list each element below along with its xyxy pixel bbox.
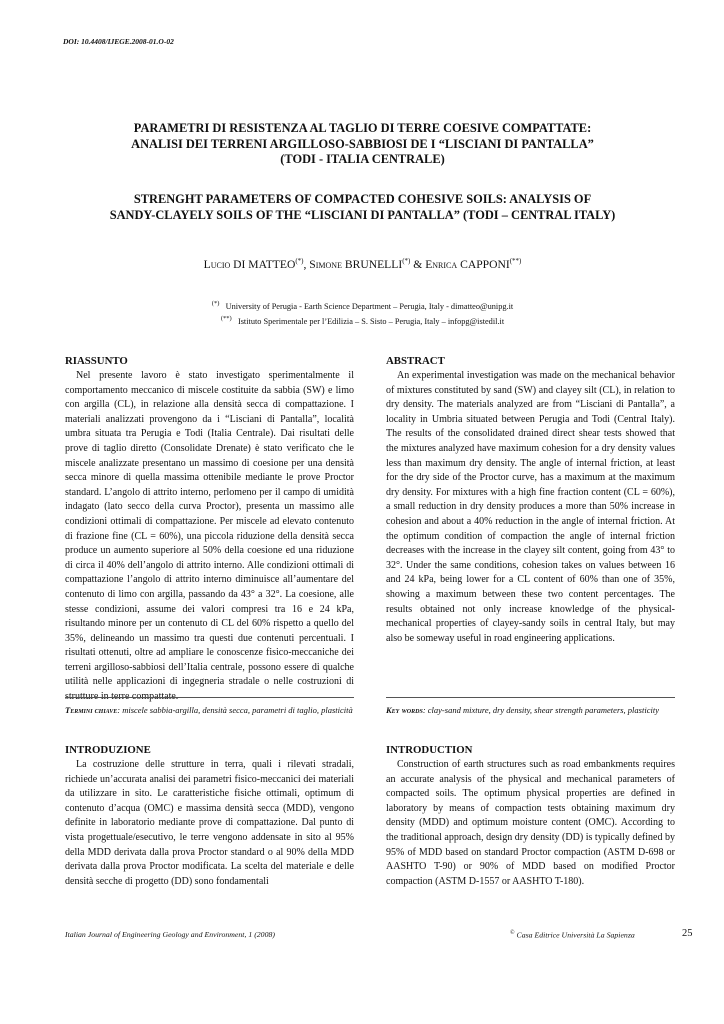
keywords-text: : clay-sand mixture, dry density, shear strength parameters, plasticity: [422, 705, 659, 715]
affiliation-mark: (**): [220, 315, 232, 322]
affiliation-text: Istituto Sperimentale per l’Edilizia – S. Sisto – Perugia, Italy – infopg@istedil.it: [237, 316, 505, 326]
keywords-label: Key words: [386, 705, 423, 715]
author-first-name: Lucio: [203, 257, 231, 271]
english-title-line: STRENGHT PARAMETERS OF COMPACTED COHESIVE SOILS: ANALYSIS OF: [133, 192, 592, 206]
english-title: [60, 192, 665, 223]
author-first-name: Simone: [309, 257, 342, 271]
english-title-line: SANDY-CLAYELY SOILS OF THE “LISCIANI DI PANTALLA” (TODI – CENTRAL ITALY): [109, 207, 616, 222]
abstract-heading: ABSTRACT: [386, 355, 445, 367]
doi: DOI: 10.4408/IJEGE.2008-01.O-02: [63, 37, 174, 46]
riassunto-heading: RIASSUNTO: [65, 355, 128, 367]
author-list: [60, 257, 665, 271]
affiliation-text: University of Perugia - Earth Science Department – Perugia, Italy - dimatteo@unipg.it: [225, 301, 514, 311]
author-last-name: DI MATTEO: [233, 257, 296, 271]
introduzione-text: La costruzione delle strutture in terra, quali i rilevati stradali, richiede un’accurata analisi dei parametri fisico-meccanici dei materiali da utilizzare in sito. Le caratteristiche fisiche ottimali, optimum di contenuto d’acqua (OMC) e massima densità secca (MDD), vengono definite in laboratorio mediante prove di compattazione. Dal punto di vista progettuale/esecutivo, le terre vengono addensate in sito al 95% della MDD derivata dalla prova Proctor standard o al 90% della MDD derivata dalla prova Proctor modificata. La scelta del materiale e delle densità secche di progetto (DD) sono fondamentali: [65, 759, 354, 887]
affiliation: [60, 300, 665, 311]
page-number: 25: [682, 928, 693, 939]
copyright-symbol: ©: [510, 930, 515, 936]
author-mark: (*): [295, 257, 304, 265]
author-first-name: Enrica: [425, 257, 458, 271]
italian-title-line: PARAMETRI DI RESISTENZA AL TAGLIO DI TERRE COESIVE COMPATTATE:: [133, 121, 592, 135]
italian-title-line: ANALISI DEI TERRENI ARGILLOSO-SABBIOSI DE I “LISCIANI DI PANTALLA”: [131, 136, 594, 151]
author-mark: (**): [509, 257, 522, 265]
publisher-footer: [510, 930, 635, 940]
section-divider: [386, 697, 675, 698]
author-last-name: BRUNELLI: [344, 257, 403, 271]
section-divider: [65, 697, 354, 698]
keywords-italian: [65, 703, 354, 717]
author-separator: &: [410, 257, 426, 271]
keywords-text: : miscele sabbia-argilla, densità secca, parametri di taglio, plasticità: [117, 705, 353, 715]
keywords-label: Termini chiave: [65, 705, 118, 715]
introduction-heading: INTRODUCTION: [386, 744, 473, 756]
author-mark: (*): [402, 257, 411, 265]
italian-title: [60, 121, 665, 168]
riassunto-text: Nel presente lavoro è stato investigato sperimentalmente il comportamento meccanico di miscele costituite da sabbia (SW) e limo con argilla (CL), in relazione alla densità secca di compattazione. I materiali analizzati provengono da i “Lisciani di Pantalla”, località umbra situata tra Perugia e Todi (Italia Centrale). Dai risultati delle prove di taglio diretto (Consolidate Drenate) è stato verificato che le miscele analizzate presentano un massimo di coesione per una densità secca minore di quella massima ottenibile mediante le prove Proctor standard. L’angolo di attrito interno, perlomeno per il campo di umidità indagato (lato secco della curva Proctor), presenta un massimo alle condizioni ottimali di compattazione. Per miscele ad elevato contenuto di frazione fine (CL = 60%), una piccola riduzione della densità secca produce un aumento superiore al 50% della coesione ed una riduzione di circa il 40% dell’angolo di attrito interno. Alle condizioni ottimali di compattazione l’angolo di attrito interno diminuisce all’aumentare del contenuto di limo con argilla, passando da 43° a 32°. La coesione, alle stesse condizioni, assume dei valori compresi tra 16 e 24 kPa, risultando minore per un contenuto di CL del 60% rispetto a quello del 35%, delineando un massimo tra questi due contenuti percentuali. I risultati ottenuti, oltre ad ampliare le conoscenze fisico-meccaniche dei terreni argilloso-sabbiosi dell’Italia centrale, possono essere di qualche utilità nelle applicazioni di ingegneria stradale o nelle costruzioni di: [65, 370, 354, 688]
journal-footer: Italian Journal of Engineering Geology and Environment, 1 (2008): [65, 930, 275, 939]
author-last-name: CAPPONI: [460, 257, 510, 271]
abstract-text: An experimental investigation was made on the mechanical behavior of mixtures constituted by sand (SW) and clayey silt (CL), in relation to dry density. The materials analyzed are from “Lisciani di Pantalla”, a locality in Umbria situated between Perugia and Todi (Central Italy). The results of the consolidated drained direct shear tests showed that the mixtures analyzed have maximum cohesion for a dry density values less than maximum dry density. The angle of internal friction, at least for the dry side of the Proctor curve, has a maximum at the maximum dry density. For mixtures with a high fine fraction content (CL = 60%), a small reduction in dry density produces a more than 50% increase in cohesion and about a 40% reduction in the angle of internal friction. At the optimum condition of compaction the angle of internal friction decreases with the increase in the clayey silt content, going from 43° to 32°. Under the same conditions, cohesion takes on values between 16 and 24 kPa, being lower for a CL content of 60% than one of 35%, showing a maximum between these two content percentages. The results obtained not only increase knowledge of the physical-mechanical properties of clayey-sandy soils in central Italy, but may also be someway useful in road engineering applications.: [386, 370, 675, 644]
keywords-english: [386, 703, 675, 717]
introduzione-heading: INTRODUZIONE: [65, 744, 151, 756]
italian-title-line: (TODI - ITALIA CENTRALE): [280, 152, 445, 166]
affiliation-mark: (*): [211, 300, 220, 307]
publisher-name: Casa Editrice Università La Sapienza: [514, 930, 635, 940]
affiliation: [60, 315, 665, 326]
introduction-text: Construction of earth structures such as road embankments requires an accurate analysis of the physical and mechanical parameters of compacted soils. The optimum physical properties are defined in laboratory by means of compaction tests obtaining maximum dry density (MDD) and optimum moisture content (OMC). According to the traditional approach, design dry density (DD) is typically defined by 95% of MDD based on standard Proctor compaction (ASTM D-698 or AASHTO T-90) or 90% of MDD based on modified Proctor compaction (ASTM D-1557 or AASHTO T-180).: [386, 759, 675, 887]
author-separator: ,: [303, 257, 310, 271]
